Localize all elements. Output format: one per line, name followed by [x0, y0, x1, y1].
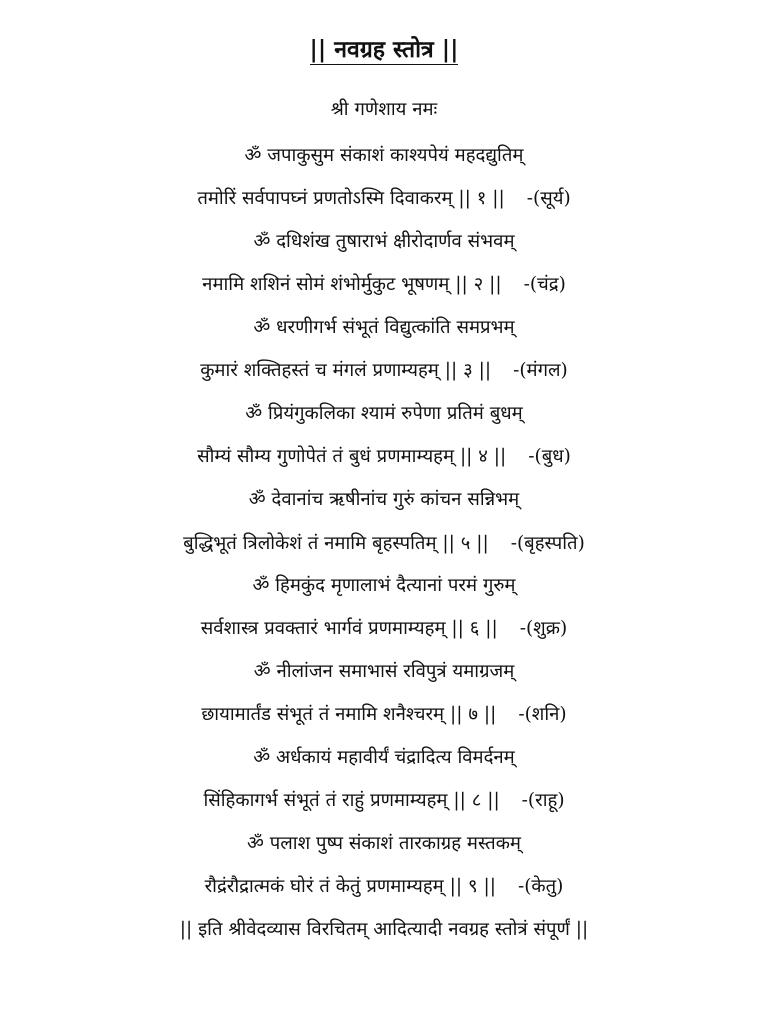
verse-3-line-2 [0, 358, 768, 384]
verse-1-line-2 [0, 186, 768, 212]
verse-7-line-2 [0, 702, 768, 728]
verse-6-planet: -(शुक्र) [519, 618, 568, 639]
verse-2-planet: -(चंद्र) [523, 274, 566, 295]
verse-1-text: तमोरिं सर्वपापघ्नं प्रणतोऽस्मि दिवाकरम् || १ || [197, 188, 505, 209]
verse-8-line-2 [0, 788, 768, 814]
page-title-text: || नवग्रह स्तोत्र || [309, 36, 459, 63]
closing-line: || इति श्रीवेदव्यास विरचितम् आदित्यादी नवग्रह स्तोत्रं संपूर्णं || [179, 919, 589, 940]
verse-1-planet: -(सूर्य) [526, 188, 571, 209]
page-title [0, 34, 768, 66]
verse-3-planet: -(मंगल) [513, 360, 568, 381]
verse-9-line-2 [0, 874, 768, 900]
verse-9-text: रौद्रंरौद्रात्मकं घोरं तं केतुं प्रणमाम्यहम् || ९ || [204, 876, 496, 897]
verse-7-text: छायामार्तंड संभूतं तं नमामि शनैश्चरम् || ७ || [201, 704, 497, 725]
verse-8-text: सिंहिकागर्भ संभूतं तं राहुं प्रणमाम्यहम् || ८ || [203, 790, 500, 811]
verse-4-line-1: ॐ प्रियंगुकलिका श्यामं रुपेणा प्रतिमं बुधम् [245, 403, 523, 424]
verse-6-text: सर्वशास्त्र प्रवक्तारं भार्गवं प्रणमाम्यहम् || ६ || [200, 618, 498, 639]
verse-9-line-1: ॐ पलाश पुष्प संकाशं तारकाग्रह मस्तकम् [247, 833, 521, 854]
verse-4-line-2 [0, 444, 768, 470]
verse-5-line-2 [0, 531, 768, 557]
verse-6-line-1: ॐ हिमकुंद मृणालाभं दैत्यानां परमं गुरुम् [252, 575, 516, 596]
verse-8-planet: -(राहू) [521, 790, 565, 811]
verse-4-planet: -(बुध) [528, 446, 571, 467]
verse-3-line-1: ॐ धरणीगर्भ संभूतं विद्युत्कांति समप्रभम् [253, 317, 515, 338]
verse-7-planet: -(शनि) [518, 704, 567, 725]
verse-2-line-1: ॐ दधिशंख तुषाराभं क्षीरोदार्णव संभवम् [253, 231, 515, 252]
verse-3-text: कुमारं शक्तिहस्तं च मंगलं प्रणाम्यहम् || ३ || [200, 360, 492, 381]
invocation-line: श्री गणेशाय नमः [330, 99, 438, 120]
verse-5-text: बुद्धिभूतं त्रिलोकेशं तं नमामि बृहस्पतिम् || ५ || [183, 533, 489, 554]
verse-8-line-1: ॐ अर्धकायं महावीर्यं चंद्रादित्य विमर्दनम् [253, 747, 515, 768]
verse-4-text: सौम्यं सौम्य गुणोपेतं तं बुधं प्रणमाम्यहम् || ४ || [197, 446, 507, 467]
verse-7-line-1: ॐ नीलांजन समाभासं रविपुत्रं यमाग्रजम् [253, 661, 515, 682]
verse-2-text: नमामि शशिनं सोमं शंभोर्मुकुट भूषणम् || २ || [202, 274, 502, 295]
verse-5-planet: -(बृहस्पति) [510, 533, 585, 554]
verse-6-line-2 [0, 616, 768, 642]
verse-9-planet: -(केतु) [517, 876, 564, 897]
verse-1-line-1: ॐ जपाकुसुम संकाशं काश्यपेयं महदद्युतिम् [244, 145, 524, 166]
verse-2-line-2 [0, 272, 768, 298]
verse-5-line-1: ॐ देवानांच ऋषीनांच गुरुं कांचन सन्निभम् [248, 489, 520, 510]
